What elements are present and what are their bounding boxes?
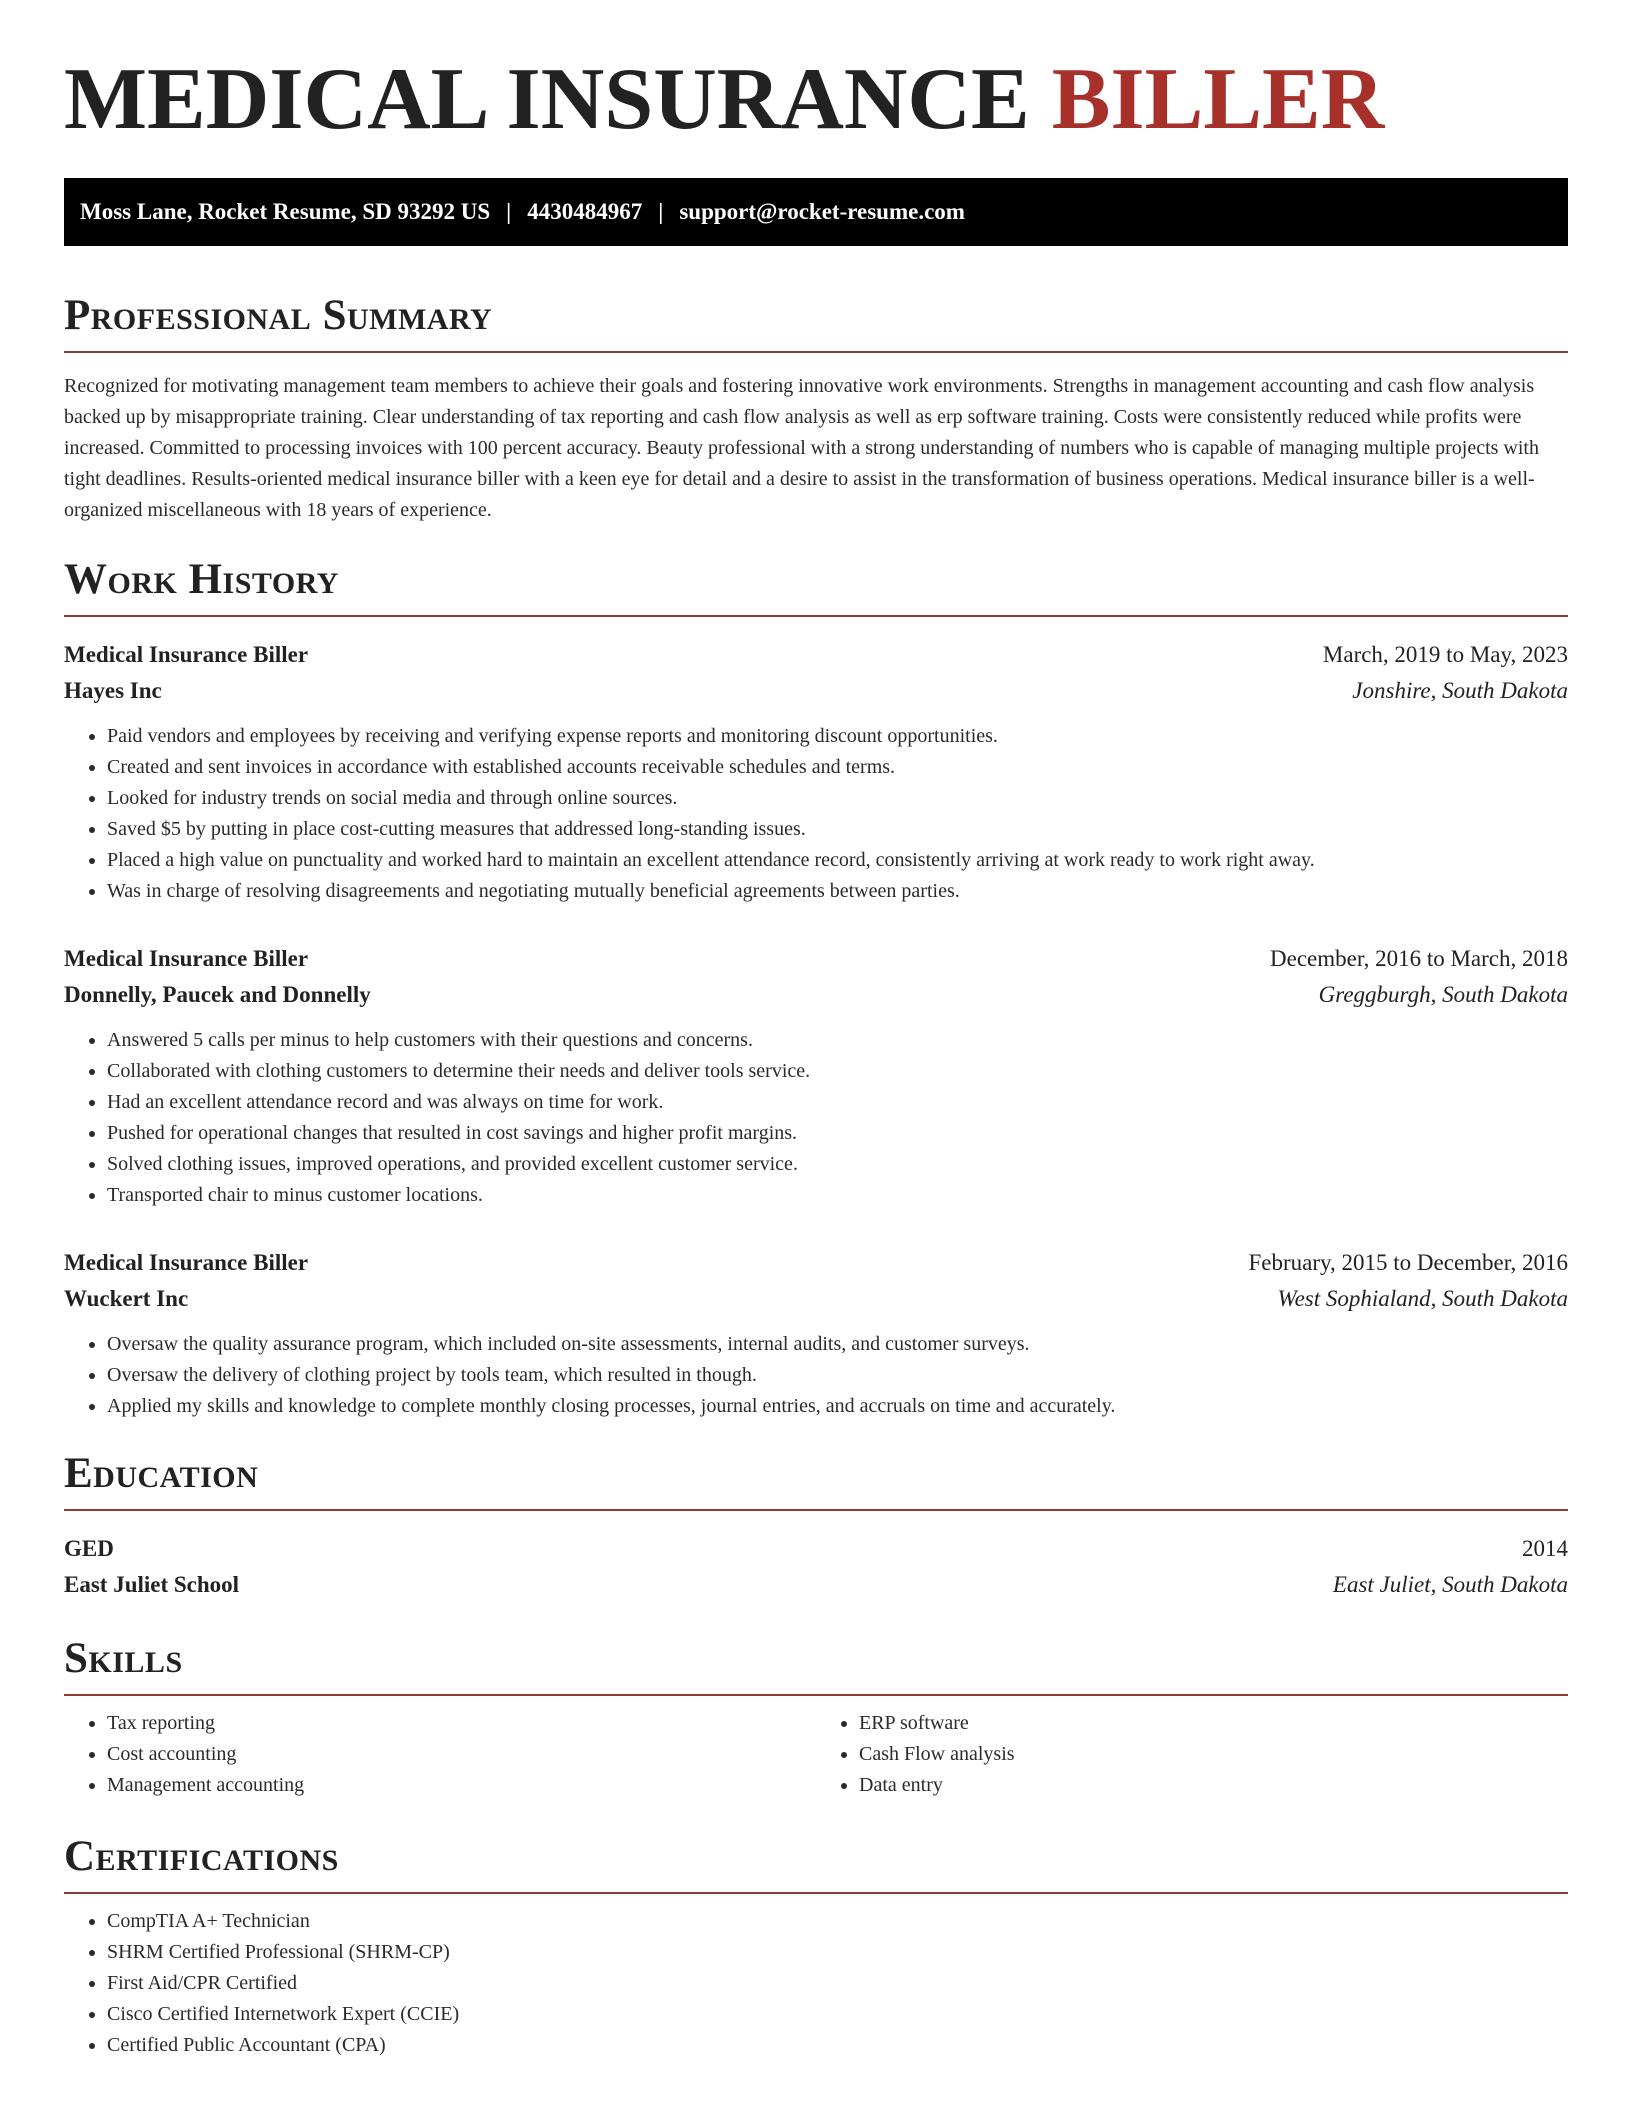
job-location: Greggburgh, South Dakota xyxy=(1318,982,1568,1007)
skill-item: • Tax reporting xyxy=(107,1708,816,1739)
job-dates: March, 2019 to May, 2023 xyxy=(1322,642,1568,667)
job-position: Medical Insurance Biller xyxy=(64,1250,309,1275)
job-header-row xyxy=(64,1245,1568,1281)
skills-list-right xyxy=(816,1708,1568,1801)
job-company-row xyxy=(64,977,1568,1013)
education-degree: GED xyxy=(64,1536,114,1561)
resume-name xyxy=(64,51,1568,148)
name-main: MEDICAL INSURANCE xyxy=(64,51,1030,148)
education-location: East Juliet, South Dakota xyxy=(1332,1572,1568,1597)
contact-email: support@rocket-resume.com xyxy=(679,199,965,224)
certification-item: • SHRM Certified Professional (SHRM-CP) xyxy=(107,1937,1568,1968)
job-company-row xyxy=(64,673,1568,709)
job-bullet: • Answered 5 calls per minus to help customers with their questions and concerns. xyxy=(107,1025,1568,1056)
job-bullet: • Oversaw the delivery of clothing project by tools team, which resulted in though. xyxy=(107,1360,1568,1391)
skill-item: • Management accounting xyxy=(107,1770,816,1801)
job-bullet: • Solved clothing issues, improved operations, and provided excellent customer service. xyxy=(107,1149,1568,1180)
job-bullet: • Was in charge of resolving disagreements and negotiating mutually beneficial agreements between parties. xyxy=(107,876,1568,907)
skills-heading: Skills xyxy=(64,1637,1568,1696)
contact-bar xyxy=(64,178,1568,246)
skill-item: • Cash Flow analysis xyxy=(859,1739,1568,1770)
job-bullet: • Saved $5 by putting in place cost-cutting measures that addressed long-standing issues. xyxy=(107,814,1568,845)
contact-phone: 4430484967 xyxy=(527,199,643,224)
certifications-heading: Certifications xyxy=(64,1835,1568,1894)
job-bullet: • Transported chair to minus customer locations. xyxy=(107,1180,1568,1211)
contact-address: Moss Lane, Rocket Resume, SD 93292 US xyxy=(80,199,491,224)
job-entry xyxy=(64,1245,1568,1422)
work-history-heading: Work History xyxy=(64,558,1568,617)
job-location: West Sophialand, South Dakota xyxy=(1277,1286,1568,1311)
job-header-row xyxy=(64,941,1568,977)
job-dates: February, 2015 to December, 2016 xyxy=(1248,1250,1568,1275)
job-bullet: • Had an excellent attendance record and was always on time for work. xyxy=(107,1087,1568,1118)
certification-item: • CompTIA A+ Technician xyxy=(107,1906,1568,1937)
job-entry xyxy=(64,941,1568,1211)
job-bullets xyxy=(64,1025,1568,1211)
certification-item: • First Aid/CPR Certified xyxy=(107,1968,1568,1999)
certification-item: • Certified Public Accountant (CPA) xyxy=(107,2030,1568,2061)
job-bullet: • Applied my skills and knowledge to complete monthly closing processes, journal entries, and accruals on time and accurately. xyxy=(107,1391,1568,1422)
name-accent: BILLER xyxy=(1051,51,1385,148)
job-location: Jonshire, South Dakota xyxy=(1352,678,1568,703)
education-entry xyxy=(64,1531,1568,1603)
summary-heading: Professional Summary xyxy=(64,294,1568,353)
job-bullet: • Paid vendors and employees by receiving and verifying expense reports and monitoring discount opportunities. xyxy=(107,721,1568,752)
job-bullet: • Oversaw the quality assurance program, which included on-site assessments, internal audits, and customer surveys. xyxy=(107,1329,1568,1360)
job-company: Donnelly, Paucek and Donnelly xyxy=(64,982,371,1007)
education-school-row xyxy=(64,1567,1568,1603)
certifications-list xyxy=(64,1906,1568,2061)
contact-separator: | xyxy=(506,199,512,224)
job-bullet: • Pushed for operational changes that resulted in cost savings and higher profit margins. xyxy=(107,1118,1568,1149)
skills-columns xyxy=(64,1708,1568,1801)
skill-item: • Data entry xyxy=(859,1770,1568,1801)
job-bullet: • Placed a high value on punctuality and worked hard to maintain an excellent attendance record, consistently arriving at work ready to work right away. xyxy=(107,845,1568,876)
job-bullet: • Created and sent invoices in accordance with established accounts receivable schedules and terms. xyxy=(107,752,1568,783)
education-heading: Education xyxy=(64,1452,1568,1511)
summary-text: Recognized for motivating management team members to achieve their goals and fostering innovative work environments. Strengths in management accounting and cash flow analysis backed up by misappropriate training. Clear understanding of tax reporting and cash flow analysis as well as erp software training. Costs were consistently reduced while profits were increased. Committed to processing invoices with 100 percent accuracy. Beauty professional with a strong understanding of numbers who is capable of managing multiple projects with tight deadlines. Results-oriented medical insurance biller with a keen eye for detail and a desire to assist in the transformation of business operations. Medical insurance biller is a well-organized miscellaneous with 18 years of experience. xyxy=(64,375,1539,521)
job-company: Wuckert Inc xyxy=(64,1286,189,1311)
job-company-row xyxy=(64,1281,1568,1317)
skills-list-left xyxy=(64,1708,816,1801)
job-bullet: • Collaborated with clothing customers to determine their needs and deliver tools service. xyxy=(107,1056,1568,1087)
job-position: Medical Insurance Biller xyxy=(64,642,309,667)
job-bullets xyxy=(64,721,1568,907)
certification-item: • Cisco Certified Internetwork Expert (CCIE) xyxy=(107,1999,1568,2030)
education-year: 2014 xyxy=(1522,1536,1568,1561)
job-company: Hayes Inc xyxy=(64,678,162,703)
skill-item: • ERP software xyxy=(859,1708,1568,1739)
job-position: Medical Insurance Biller xyxy=(64,946,309,971)
skill-item: • Cost accounting xyxy=(107,1739,816,1770)
job-header-row xyxy=(64,637,1568,673)
education-school: East Juliet School xyxy=(64,1572,240,1597)
education-header-row xyxy=(64,1531,1568,1567)
contact-separator: | xyxy=(658,199,664,224)
job-entry xyxy=(64,637,1568,907)
job-dates: December, 2016 to March, 2018 xyxy=(1270,946,1568,971)
job-bullet: • Looked for industry trends on social media and through online sources. xyxy=(107,783,1568,814)
job-bullets xyxy=(64,1329,1568,1422)
